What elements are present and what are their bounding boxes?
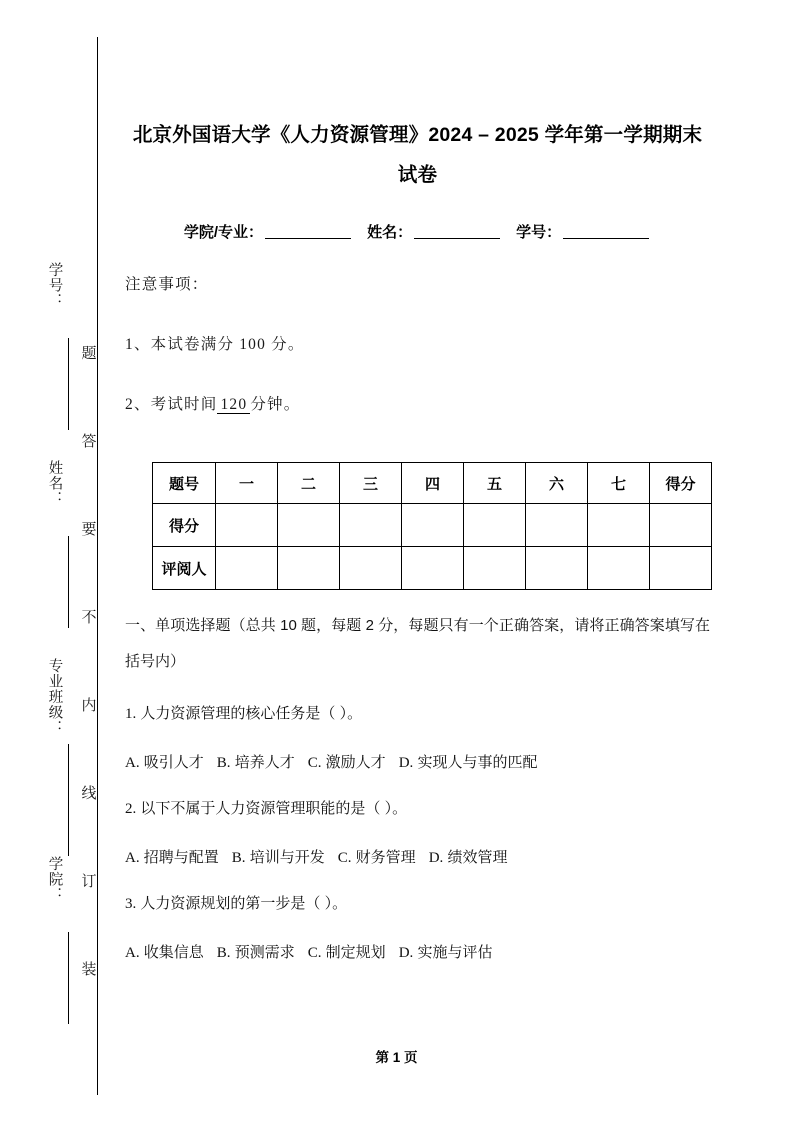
option-text: 激励人才 — [325, 754, 386, 771]
option-letter: A. — [125, 755, 140, 771]
score-table-cell[interactable] — [278, 547, 340, 590]
question-option[interactable] — [125, 754, 204, 771]
exam-duration-value: 120 — [217, 396, 250, 414]
margin-field-label: 学号： — [46, 262, 63, 309]
score-table-cell[interactable] — [464, 504, 526, 547]
page-title: 北京外国语大学《人力资源管理》2024 – 2025 学年第一学期期末试卷 — [132, 124, 703, 186]
question-option[interactable] — [308, 754, 386, 771]
option-text: 预测需求 — [234, 944, 295, 961]
score-table-cell[interactable] — [340, 504, 402, 547]
margin-field-blank[interactable] — [68, 932, 69, 1024]
margin-field-label: 专业班级： — [46, 658, 63, 736]
score-table-cell[interactable] — [278, 504, 340, 547]
question-list — [125, 702, 710, 965]
option-text: 实现人与事的匹配 — [417, 754, 538, 771]
option-row — [125, 846, 710, 870]
binding-notice-char: 线 — [79, 785, 96, 800]
score-table-row-header: 得分 — [153, 504, 216, 547]
binding-notice-char: 题 — [79, 345, 96, 360]
score-table-body — [153, 463, 712, 590]
name-blank[interactable] — [414, 224, 500, 239]
name-field — [367, 224, 502, 241]
margin-field-blank[interactable] — [68, 744, 69, 856]
question-section — [125, 608, 710, 965]
question-option[interactable] — [125, 849, 219, 866]
margin-field-label: 学院： — [46, 856, 63, 903]
score-table-row-header: 评阅人 — [153, 547, 216, 590]
student-id-blank[interactable] — [563, 224, 649, 239]
table-row — [153, 547, 712, 590]
score-table-cell[interactable] — [402, 504, 464, 547]
page-footer: 第 1 页 — [375, 1050, 418, 1065]
question-text — [125, 892, 710, 916]
question-option[interactable] — [399, 754, 538, 771]
option-text: 制定规划 — [325, 944, 386, 961]
college-major-field — [184, 224, 353, 241]
document-body — [125, 0, 710, 414]
margin-field — [38, 856, 72, 1054]
option-text: 实施与评估 — [417, 944, 493, 961]
binding-notice-char: 装 — [79, 961, 96, 976]
score-table-cell[interactable] — [402, 547, 464, 590]
section-heading: 一、单项选择题（总共 10 题，每题 2 分，每题只有一个正确答案，请将正确答案填写在括号内） — [125, 617, 710, 670]
question-block — [125, 892, 710, 965]
note-2-prefix: 2、考试时间 — [125, 396, 218, 413]
option-letter: B. — [231, 850, 246, 866]
binding-notice-char: 订 — [79, 873, 96, 888]
question-option[interactable] — [232, 849, 325, 866]
question-number: 2. — [125, 801, 137, 817]
note-2-suffix: 分钟。 — [250, 396, 301, 413]
margin-field — [38, 262, 72, 460]
option-text: 财务管理 — [355, 849, 416, 866]
score-table-cell[interactable] — [340, 547, 402, 590]
score-table-cell[interactable] — [588, 504, 650, 547]
option-letter: A. — [125, 945, 140, 961]
score-table-cell[interactable] — [216, 547, 278, 590]
question-option[interactable] — [217, 944, 295, 961]
question-stem: 人力资源管理的核心任务是（ ）。 — [140, 705, 363, 722]
question-option[interactable] — [125, 944, 204, 961]
binding-notice-char: 答 — [79, 433, 96, 448]
score-table-column-header: 一 — [216, 463, 278, 504]
note-item-1: 1、本试卷满分 100 分。 — [125, 336, 305, 353]
option-text: 培养人才 — [234, 754, 295, 771]
binding-line-notice — [74, 345, 100, 1049]
question-block — [125, 702, 710, 775]
option-letter: D. — [428, 850, 444, 866]
question-option[interactable] — [217, 754, 295, 771]
option-text: 招聘与配置 — [143, 849, 219, 866]
option-row — [125, 751, 710, 775]
question-text — [125, 797, 710, 821]
score-table-cell[interactable] — [216, 504, 278, 547]
question-stem: 以下不属于人力资源管理职能的是（ ）。 — [140, 800, 408, 817]
score-table-column-header: 六 — [526, 463, 588, 504]
option-text: 培训与开发 — [249, 849, 325, 866]
table-row — [153, 463, 712, 504]
score-table-column-header: 三 — [340, 463, 402, 504]
margin-field-blank[interactable] — [68, 338, 69, 430]
option-letter: C. — [307, 755, 322, 771]
score-table-cell[interactable] — [650, 547, 712, 590]
question-text — [125, 702, 710, 726]
table-row — [153, 504, 712, 547]
score-table-cell[interactable] — [588, 547, 650, 590]
student-id-label: 学号： — [516, 224, 562, 241]
option-text: 收集信息 — [143, 944, 204, 961]
option-row — [125, 941, 710, 965]
score-table-cell[interactable] — [526, 547, 588, 590]
question-number: 3. — [125, 896, 137, 912]
name-label: 姓名： — [367, 224, 413, 241]
option-letter: D. — [398, 945, 414, 961]
margin-field — [38, 460, 72, 658]
score-table-column-header: 五 — [464, 463, 526, 504]
option-letter: B. — [216, 755, 231, 771]
option-letter: C. — [307, 945, 322, 961]
margin-field — [38, 658, 72, 856]
option-letter: D. — [398, 755, 414, 771]
score-table-column-header: 七 — [588, 463, 650, 504]
margin-field-label: 姓名： — [46, 460, 63, 507]
student-info-line — [125, 221, 710, 242]
score-table — [152, 462, 712, 590]
score-table-column-header: 四 — [402, 463, 464, 504]
student-id-field — [516, 224, 651, 241]
margin-field-blank[interactable] — [68, 536, 69, 628]
notes-heading: 注意事项： — [125, 276, 209, 293]
question-block — [125, 797, 710, 870]
binding-notice-char: 不 — [79, 609, 96, 624]
score-table-cell[interactable] — [464, 547, 526, 590]
option-letter: A. — [125, 850, 140, 866]
score-table-cell[interactable] — [526, 504, 588, 547]
question-number: 1. — [125, 706, 137, 722]
question-option[interactable] — [399, 944, 493, 961]
score-table-column-header: 得分 — [650, 463, 712, 504]
option-text: 吸引人才 — [143, 754, 204, 771]
option-letter: B. — [216, 945, 231, 961]
margin-fields — [38, 262, 72, 1054]
score-table-cell[interactable] — [650, 504, 712, 547]
question-option[interactable] — [308, 944, 386, 961]
score-table-column-header: 二 — [278, 463, 340, 504]
binding-notice-char: 要 — [79, 521, 96, 536]
option-text: 绩效管理 — [447, 849, 508, 866]
note-item-2 — [125, 392, 710, 414]
question-option[interactable] — [338, 849, 416, 866]
question-stem: 人力资源规划的第一步是（ ）。 — [140, 895, 348, 912]
option-letter: C. — [337, 850, 352, 866]
college-major-blank[interactable] — [265, 224, 351, 239]
question-option[interactable] — [429, 849, 508, 866]
college-major-label: 学院/专业： — [183, 224, 264, 241]
score-table-row-header: 题号 — [153, 463, 216, 504]
binding-notice-char: 内 — [79, 697, 96, 712]
